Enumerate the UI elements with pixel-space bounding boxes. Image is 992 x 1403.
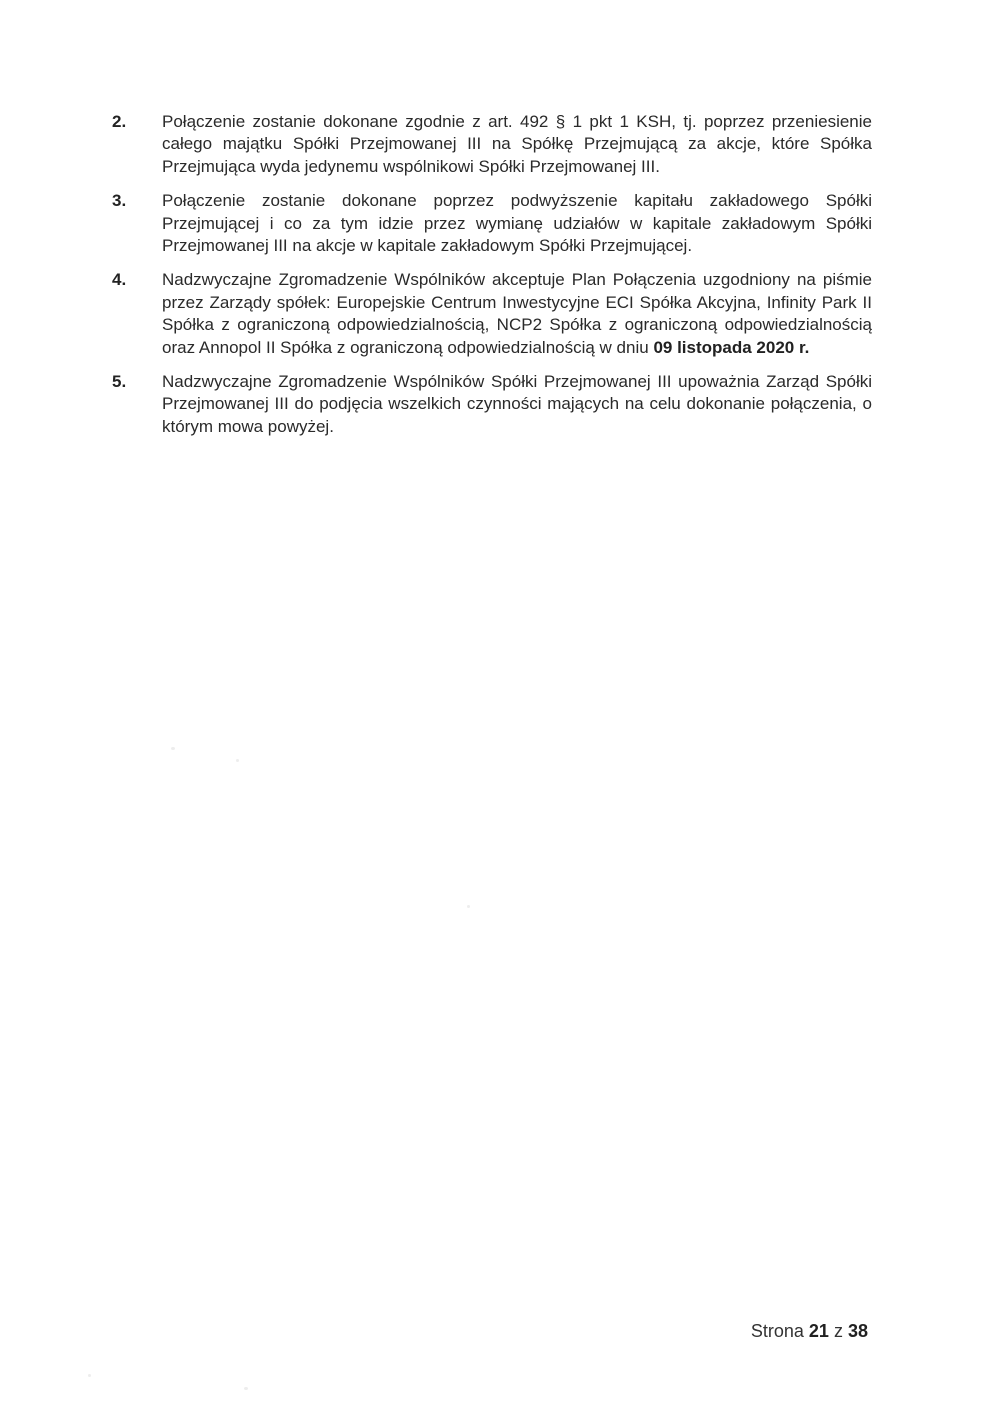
scan-artifact — [467, 905, 470, 908]
page-footer — [751, 1320, 868, 1342]
list-item-number: 2. — [112, 112, 127, 131]
paragraph-text: Połączenie zostanie dokonane poprzez podwyższenie kapitału zakładowego Spółki Przejmującej i co za tym idzie przez wymianę udziałów w kapitale zakładowym Spółki Przejmowanej III na akcje w kapitale zakładowym Spółki Przejmującej. — [162, 191, 872, 256]
list-item-text — [162, 269, 872, 359]
scan-artifact — [88, 1374, 91, 1377]
list-item-number: 3. — [112, 191, 127, 211]
scan-artifact — [236, 759, 239, 762]
paragraph-text: Nadzwyczajne Zgromadzenie Wspólników Spółki Przejmowanej III upoważnia Zarząd Spółki Przejmowanej III do podjęcia wszelkich czynności mających na celu dokonanie połączenia, o którym mowa powyżej. — [162, 372, 872, 436]
list-item-text — [162, 371, 872, 438]
paragraph-text-bold-date: 09 listopada 2020 r. — [653, 337, 810, 357]
list-item — [112, 111, 872, 178]
list-item-text — [162, 111, 872, 178]
list-item — [112, 371, 872, 438]
footer-separator: z — [833, 1321, 843, 1341]
paragraph-text: Połączenie zostanie dokonane zgodnie z art. 492 § 1 pkt 1 KSH, tj. poprzez przeniesienie całego majątku Spółki Przejmowanej III na Spółkę Przejmującą za akcje, które Spółka Przejmująca wyda jedynemu wspólnikowi Spółki Przejmowanej III. — [162, 112, 872, 176]
list-item — [112, 269, 872, 359]
list-item-number: 5. — [112, 372, 127, 392]
paragraph-text: Nadzwyczajne Zgromadzenie Wspólników akceptuje Plan Połączenia uzgodniony na piśmie przez Zarządy spółek: Europejskie Centrum Inwestycyjne ECI Spółka Akcyjna, Infinity Park II Spółka z ograniczoną odpowiedzialnością, NCP2 Spółka z ograniczoną odpowiedzialnością oraz Annopol II Spółka z ograniczoną odpowiedzialnością w dniu — [162, 270, 872, 357]
footer-label: Strona — [750, 1321, 804, 1341]
footer-page-number: 21 — [808, 1321, 829, 1341]
scan-artifact — [244, 1387, 248, 1390]
numbered-list — [112, 111, 872, 450]
list-item-text — [162, 190, 872, 257]
scan-artifact — [171, 747, 175, 750]
list-item — [112, 190, 872, 257]
footer-total-pages: 38 — [847, 1321, 868, 1341]
list-item-number: 4. — [112, 270, 127, 290]
